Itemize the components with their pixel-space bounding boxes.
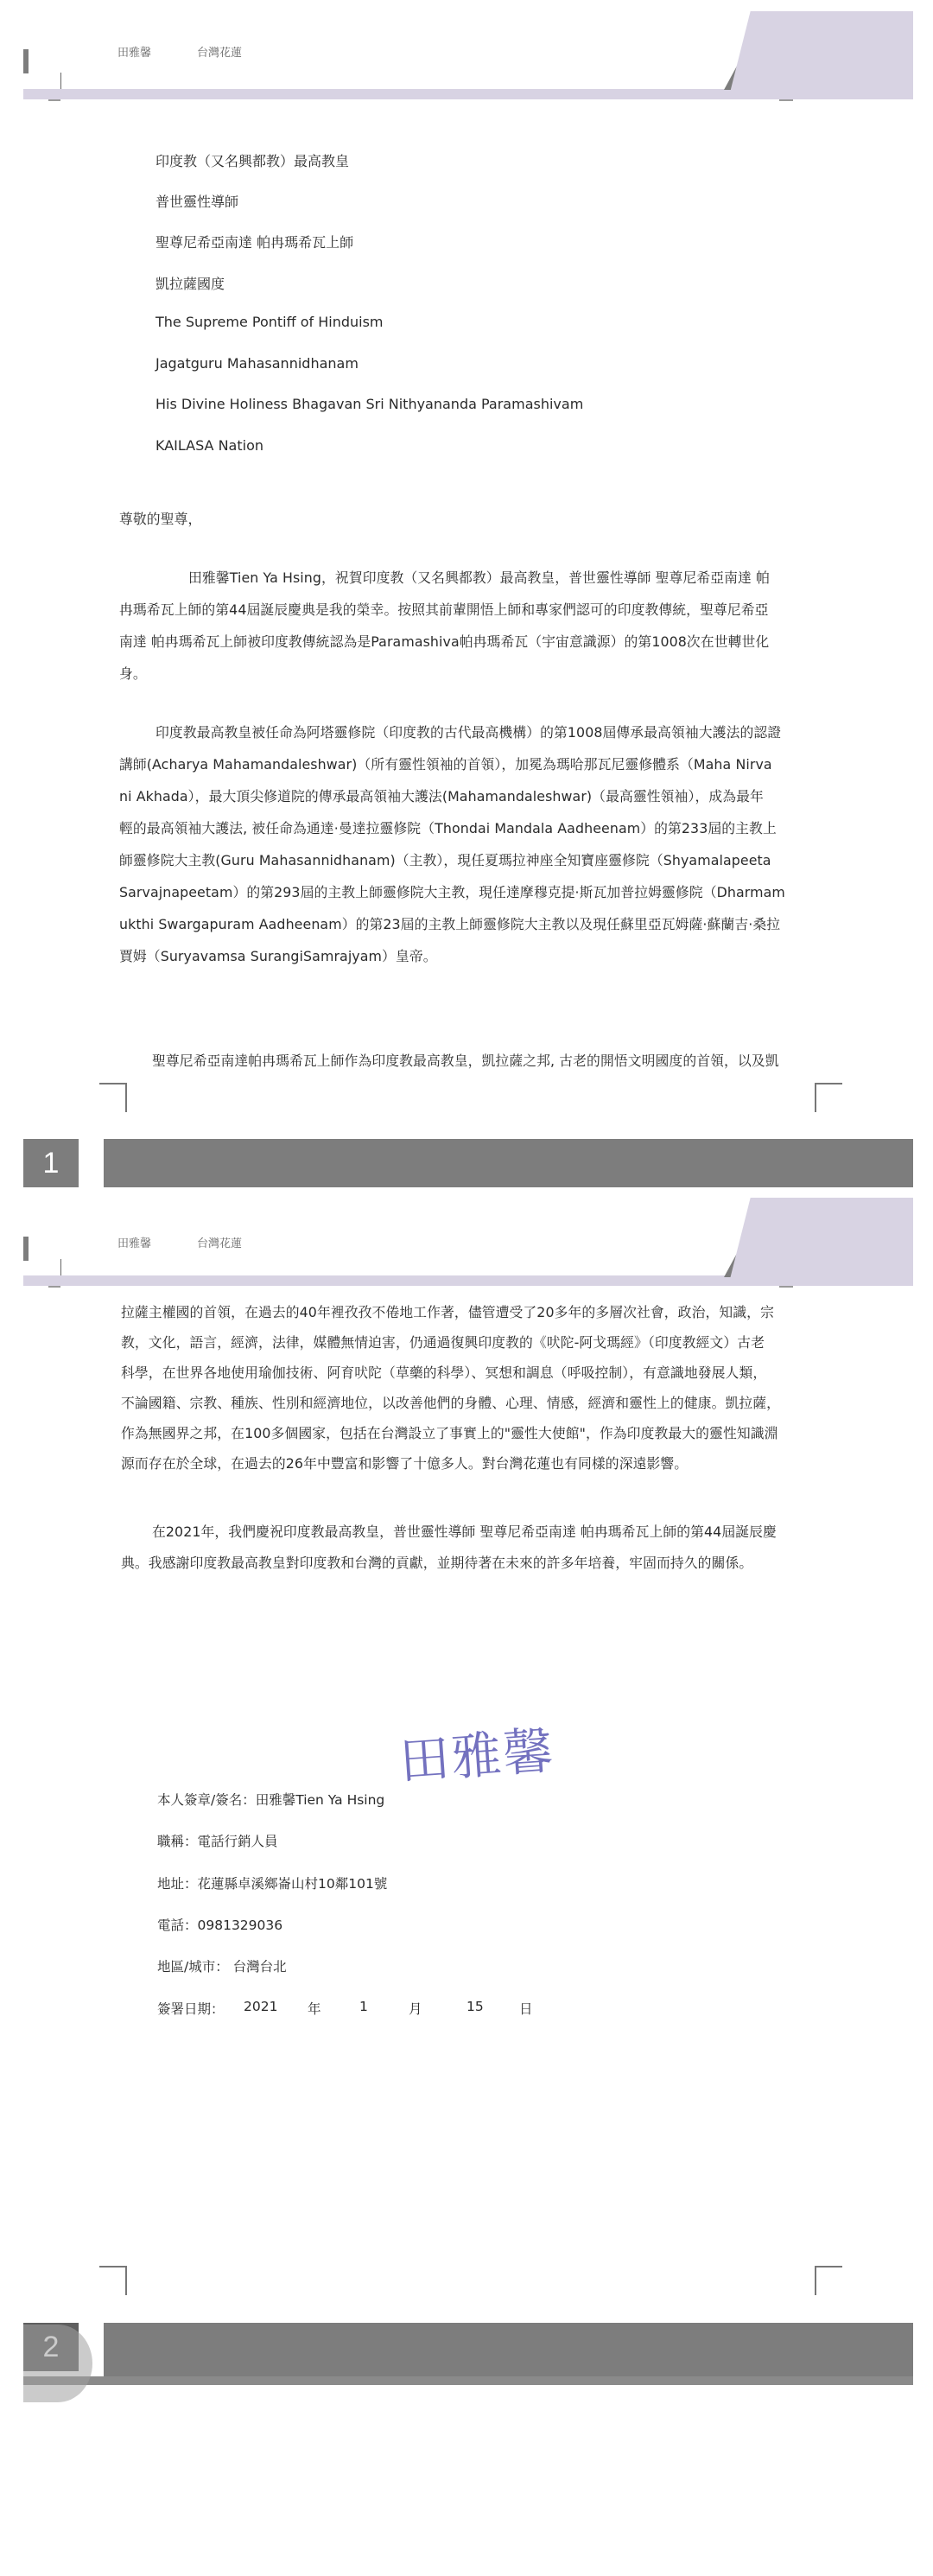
- header-author: 田雅馨: [117, 1237, 152, 1250]
- corner-mark: [815, 1083, 842, 1112]
- paragraph-line: 教，文化，語言，經濟，法律，媒體無情迫害，仍通過復興印度教的《吠陀-阿戈瑪經》（印度教經文）古老: [121, 1334, 765, 1351]
- corner-mark: [815, 2266, 842, 2295]
- paragraph-line: ni Akhada），最大頂尖修道院的傳承最高領袖大護法(Mahamandaleshwar)（最高靈性領袖），成為最年: [119, 788, 764, 805]
- month-unit: 月: [409, 2001, 422, 2017]
- corner-mark: [99, 2266, 127, 2295]
- addressee-line: 凱拉薩國度: [156, 276, 225, 292]
- day-unit: 日: [519, 2001, 533, 2017]
- paragraph-line: 不論國籍、宗教、種族、性別和經濟地位，以改善他們的身體、心理、情感，經濟和靈性上的健康。凱拉薩，: [121, 1395, 781, 1411]
- paragraph-line: ukthi Swargapuram Aadheenam）的第23屆的主教上師靈修院大主教以及現任蘇里亞瓦姆薩·蘇蘭吉·桑拉: [119, 916, 781, 932]
- paragraph-line: 拉薩主權國的首領，在過去的40年裡孜孜不倦地工作著，儘管遭受了20多年的多層次社會，政治，知識，宗: [121, 1304, 774, 1320]
- paragraph-line: 作為無國界之邦，在100多個國家，包括在台灣設立了事實上的"靈性大使館"，作為印度教最大的靈性知識淵: [121, 1425, 778, 1441]
- paragraph-line: 冉瑪希瓦上師的第44屆誕辰慶典是我的榮幸。按照其前輩開悟上師和專家們認可的印度教傳統，聖尊尼希亞: [119, 601, 769, 618]
- paragraph-line: 講師(Acharya Mahamandaleshwar)（所有靈性領袖的首領），加冕為瑪哈那瓦尼靈修體系（Maha Nirva: [119, 756, 772, 773]
- job-title-label: 職稱：電話行銷人員: [157, 1834, 278, 1849]
- addressee-line: 印度教（又名興都教）最高教皇: [156, 153, 350, 169]
- header-block-shape: [728, 11, 913, 99]
- date-day: 15: [466, 1999, 484, 2014]
- header-tick: [60, 1259, 61, 1276]
- addressee-line: KAILASA Nation: [156, 437, 264, 454]
- phone-label: 電話：0981329036: [157, 1918, 283, 1933]
- header-marker: [23, 1237, 29, 1261]
- edit-pen-overlay-icon[interactable]: [23, 2325, 92, 2402]
- salutation: 尊敬的聖尊，: [119, 511, 202, 527]
- header-underline: [779, 1286, 793, 1288]
- header-underline: [779, 99, 793, 101]
- paragraph-line: 賈姆（Suryavamsa SurangiSamrajyam）皇帝。: [119, 948, 437, 964]
- header-location: 台灣花蓮: [197, 1237, 243, 1250]
- paragraph-line: 在2021年，我們慶祝印度教最高教皇，普世靈性導師 聖尊尼希亞南達 帕冉瑪希瓦上師的第44屆誕辰慶: [152, 1523, 777, 1540]
- addressee-line: His Divine Holiness Bhagavan Sri Nithyananda Paramashivam: [156, 396, 584, 412]
- paragraph-line: Sarvajnapeetam）的第293屆的主教上師靈修院大主教，現任達摩穆克提·斯瓦加普拉姆靈修院（Dharmam: [119, 884, 785, 900]
- header-location: 台灣花蓮: [197, 47, 243, 60]
- year-unit: 年: [308, 2001, 321, 2017]
- date-month: 1: [359, 1999, 368, 2014]
- header-marker: [23, 49, 29, 73]
- signature-label: 本人簽章/簽名：田雅馨Tien Ya Hsing: [157, 1792, 385, 1808]
- header-underline: [48, 99, 60, 101]
- page-number-badge: 1: [23, 1139, 79, 1187]
- paragraph-line: 田雅馨Tien Ya Hsing，祝賀印度教（又名興都教）最高教皇，普世靈性導師 聖尊尼希亞南達 帕: [188, 569, 770, 586]
- footer-underline: [23, 2376, 913, 2385]
- header-block-shape: [728, 1198, 913, 1286]
- paragraph-line: 源而存在於全球，在過去的26年中豐富和影響了十億多人。對台灣花蓮也有同樣的深遠影響。: [121, 1455, 689, 1472]
- address-label: 地址：花蓮縣卓溪鄉崙山村10鄰101號: [157, 1876, 388, 1892]
- handwritten-signature: 田雅馨: [397, 1721, 557, 1791]
- addressee-line: 聖尊尼希亞南達 帕冉瑪希瓦上師: [156, 234, 354, 251]
- paragraph-line: 身。: [119, 665, 147, 682]
- paragraph-line: 輕的最高領袖大護法, 被任命為通達·曼達拉靈修院（Thondai Mandala Aadheenam）的第233屆的主教上: [119, 820, 777, 836]
- date-year: 2021: [244, 1999, 278, 2014]
- paragraph-line: 聖尊尼希亞南達帕冉瑪希瓦上師作為印度教最高教皇，凱拉薩之邦, 古老的開悟文明國度的首領，以及凱: [152, 1053, 779, 1069]
- header-underline: [48, 1286, 60, 1288]
- header-author: 田雅馨: [117, 47, 152, 60]
- paragraph-line: 典。我感謝印度教最高教皇對印度教和台灣的貢獻，並期待著在未來的許多年培養，牢固而持久的關係。: [121, 1555, 753, 1571]
- corner-mark: [99, 1083, 127, 1112]
- addressee-line: Jagatguru Mahasannidhanam: [156, 355, 359, 372]
- paragraph-line: 印度教最高教皇被任命為阿塔靈修院（印度教的古代最高機構）的第1008屆傳承最高領袖大護法的認證: [156, 724, 782, 741]
- paragraph-line: 南達 帕冉瑪希瓦上師被印度教傳統認為是Paramashiva帕冉瑪希瓦（宇宙意識源）的第1008次在世轉世化: [119, 633, 770, 650]
- paragraph-line: 師靈修院大主教(Guru Mahasannidhanam)（主教），現任夏瑪拉神座全知寶座靈修院（Shyamalapeeta: [119, 852, 771, 868]
- paragraph-line: 科學，在世界各地使用瑜伽技術、阿育吠陀（草藥的科學）、冥想和調息（呼吸控制），有意識地發展人類，: [121, 1364, 767, 1381]
- footer-bar: [104, 1139, 913, 1187]
- addressee-line: The Supreme Pontiff of Hinduism: [156, 314, 384, 330]
- date-label: 簽署日期：: [157, 2001, 225, 2017]
- header-tick: [60, 73, 61, 90]
- region-label: 地區/城市： 台灣台北: [157, 1959, 287, 1975]
- addressee-line: 普世靈性導師: [156, 194, 239, 210]
- footer-bar: [104, 2323, 913, 2376]
